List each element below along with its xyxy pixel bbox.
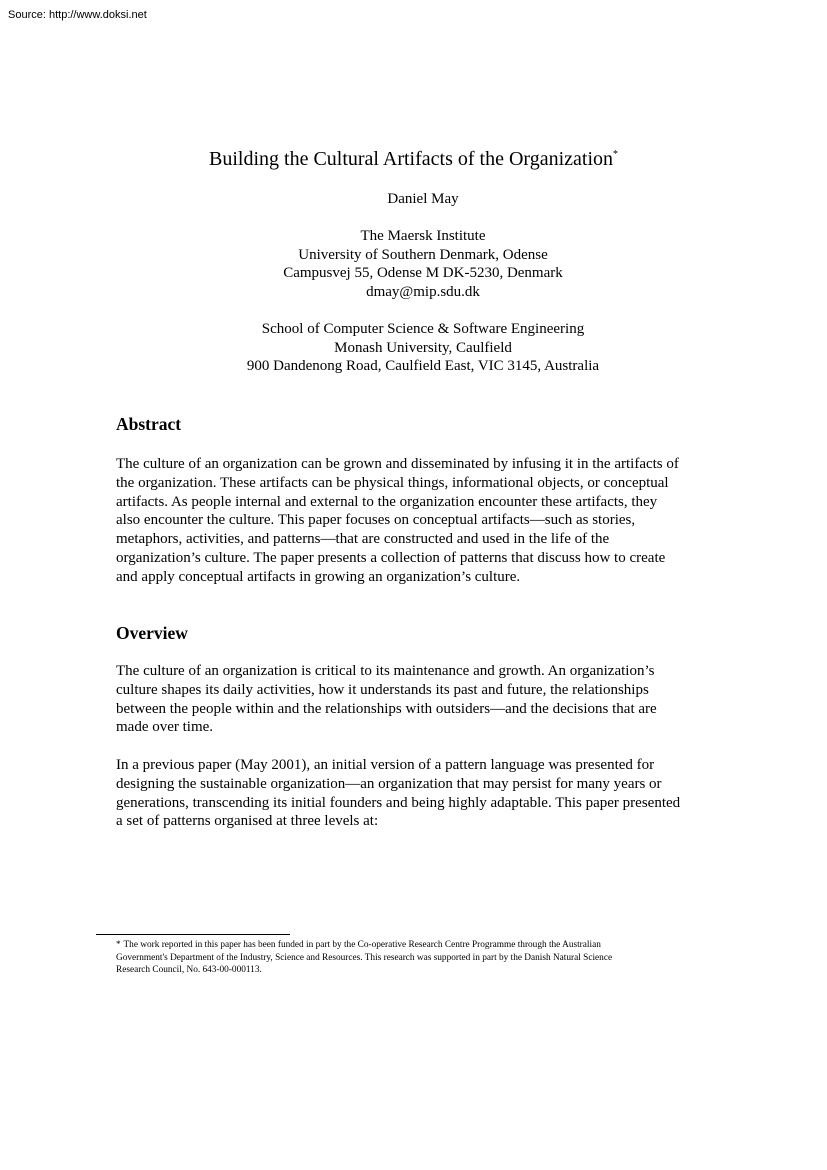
abstract-heading: Abstract (116, 414, 182, 434)
text-line: In a previous paper (May 2001), an initial version of a pattern language was presented for (116, 757, 655, 773)
text-line: artifacts. As people internal and external to the organization encounter these artifacts, they (116, 493, 658, 510)
overview-heading: Overview (116, 623, 188, 643)
text-line: The culture of an organization can be grown and disseminated by infusing it in the artifacts of (116, 456, 679, 472)
footnote-divider (96, 934, 290, 935)
affiliation-line: 900 Dandenong Road, Caulfield East, VIC 3145, Australia (246, 358, 600, 374)
affiliation-line: University of Southern Denmark, Odense (298, 246, 548, 263)
text-line: and apply conceptual artifacts in growing an organization’s culture. (116, 568, 521, 585)
footnote-line: Government's Department of the Industry, Science and Resources. This research was supported in part by the Danish Natural Science (116, 952, 613, 963)
overview-paragraph-1 (116, 662, 736, 737)
affiliation-line: The Maersk Institute (360, 228, 486, 244)
abstract-paragraph (116, 455, 736, 587)
text-line: organization’s culture. The paper presents a collection of patterns that discuss how to create (116, 549, 666, 566)
paper-title-text: Building the Cultural Artifacts of the Organization (209, 148, 613, 170)
footnote-mark: * (116, 939, 121, 949)
text-line: culture shapes its daily activities, how it understands its past and future, the relationships (116, 681, 649, 698)
author-email: dmay@mip.sdu.dk (366, 283, 480, 300)
affiliation-line: Monash University, Caulfield (334, 339, 512, 356)
text-line: generations, transcending its initial founders and being highly adaptable. This paper presented (116, 794, 681, 811)
affiliation-line: Campusvej 55, Odense M DK-5230, Denmark (283, 265, 563, 281)
source-label: Source: http://www.doksi.net (8, 9, 147, 21)
text-line: the organization. These artifacts can be physical things, informational objects, or conceptual (116, 474, 669, 491)
title-footnote-mark: * (613, 149, 618, 160)
footnote (116, 939, 716, 977)
affiliation-monash (0, 320, 827, 376)
footnote-line (116, 939, 716, 952)
text-line: also encounter the culture. This paper focuses on conceptual artifacts—such as stories, (116, 512, 636, 529)
affiliation-maersk (0, 227, 827, 301)
text-line: made over time. (116, 719, 214, 736)
paper-title (0, 144, 827, 174)
text-line: between the people within and the relationships with outsiders—and the decisions that are (116, 700, 657, 717)
footnote-text: The work reported in this paper has been funded in part by the Co-operative Research Centre Programme through the Australian (123, 940, 601, 950)
text-line: designing the sustainable organization—an organization that may persist for many years or (116, 775, 662, 792)
overview-paragraph-2 (116, 756, 736, 831)
author-name: Daniel May (387, 191, 459, 207)
affiliation-line: School of Computer Science & Software Engineering (261, 321, 585, 337)
footnote-line: Research Council, No. 643-00-000113. (116, 965, 262, 975)
text-line: The culture of an organization is critical to its maintenance and growth. An organization’s (116, 663, 655, 679)
text-line: metaphors, activities, and patterns—that are constructed and used in the life of the (116, 531, 610, 548)
text-line: a set of patterns organised at three levels at: (116, 813, 379, 830)
